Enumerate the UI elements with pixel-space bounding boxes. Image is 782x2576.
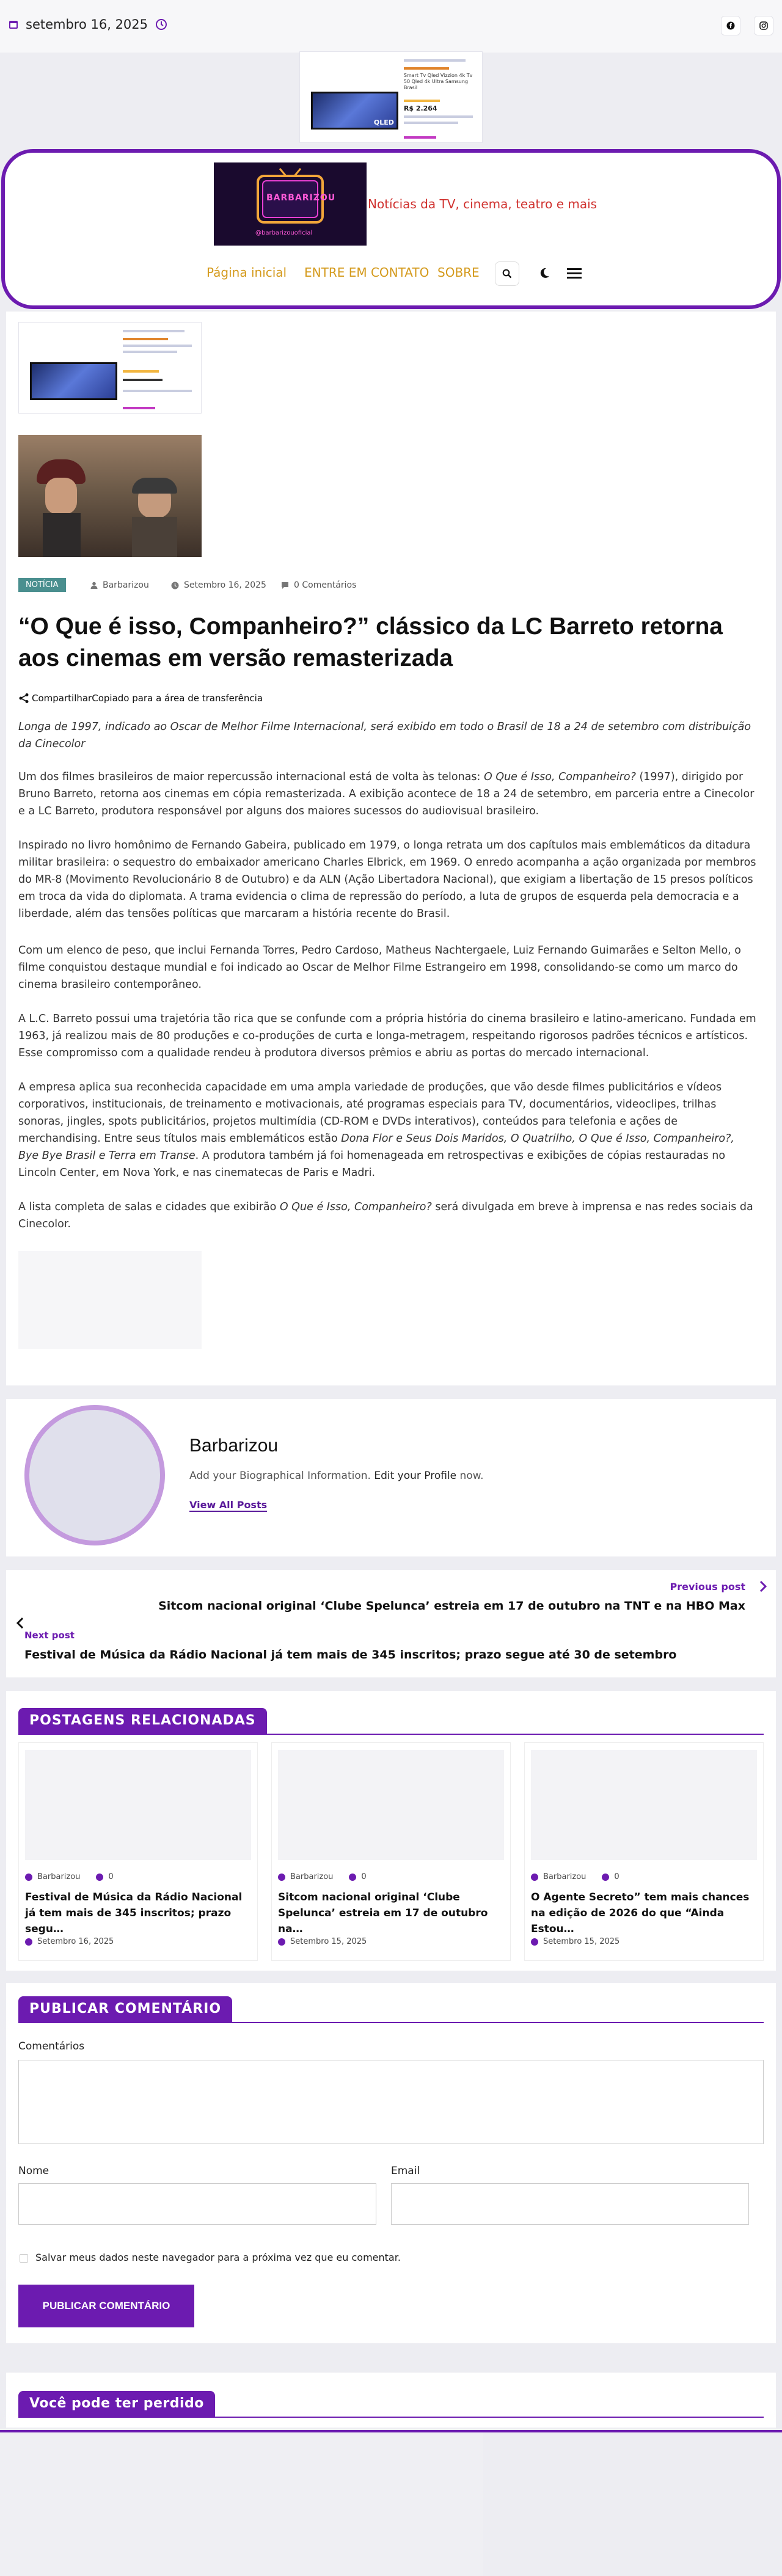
- post-author[interactable]: Barbarizou: [103, 580, 149, 590]
- related-post-author[interactable]: Barbarizou: [37, 1872, 81, 1881]
- chevron-left-icon: [16, 1617, 24, 1632]
- nav-home[interactable]: Página inicial: [206, 265, 287, 280]
- ad-title: Smart Tv Qled Vizzion 4k Tv 50 Qled 4k Ultra Samsung Brasil: [403, 73, 473, 91]
- paragraph-1: [18, 768, 758, 820]
- edit-profile-link[interactable]: Edit your Profile: [374, 1470, 457, 1482]
- related-post-date: Setembro 15, 2025: [543, 1937, 620, 1946]
- author-bio-c: now.: [456, 1470, 484, 1482]
- category-badge[interactable]: NOTÍCIA: [18, 578, 66, 592]
- related-post-comments: 0: [614, 1872, 619, 1881]
- related-post-author[interactable]: Barbarizou: [543, 1872, 586, 1881]
- paragraph-5-italic: Dona Flor e Seus Dois Maridos, O Quatrilho, O Que é Isso, Companheiro?, Bye Bye Brasil e Terra em Transe: [18, 1133, 734, 1162]
- related-post-date-row: [278, 1937, 367, 1946]
- related-post-meta: [278, 1872, 367, 1881]
- related-post-title[interactable]: Festival de Música da Rádio Nacional já tem mais de 345 inscritos; prazo segu…: [25, 1891, 243, 1935]
- site-logo[interactable]: [214, 162, 367, 246]
- moon-icon: [538, 266, 551, 280]
- comment-form-heading: PUBLICAR COMENTÁRIO: [18, 1996, 232, 2022]
- author-bio-a: Add your Biographical Information.: [189, 1470, 375, 1482]
- missed-posts-heading: Você pode ter perdido: [18, 2391, 215, 2417]
- submit-comment-button[interactable]: PUBLICAR COMENTÁRIO: [18, 2285, 194, 2327]
- paragraph-3: Com um elenco de peso, que inclui Fernanda Torres, Pedro Cardoso, Matheus Nachtergaele, Luiz Fernando Guimarães e Selton Mello, o filme conquistou destaque mundial e foi indicado ao Oscar de Melhor Filme Estrangeiro em 1998, consolidando-se como um marco do cinema brasileiro contemporâneo.: [18, 944, 742, 991]
- missed-posts-divider: [18, 2417, 764, 2418]
- ad-price: R$ 2.264: [403, 104, 437, 112]
- related-posts-divider: [18, 1734, 764, 1735]
- post-lead: [18, 718, 758, 753]
- paragraph-1-italic: O Que é Isso, Companheiro?: [483, 771, 636, 783]
- clock-icon: [25, 1938, 32, 1946]
- related-post-date: Setembro 16, 2025: [37, 1937, 114, 1946]
- paragraph-1-b: (1997), dirigido por Bruno Barreto, retorna aos cinemas em cópia remasterizada. A exibição acontece de 18 a 24 de setembro, em parceria entre a Cinecolor e a LC Barreto, produtora responsável por alguns dos maiores sucessos do audiovisual brasileiro.: [18, 771, 755, 817]
- related-post-date-row: [25, 1937, 114, 1946]
- ad-tv-brand: QLED: [373, 119, 394, 127]
- related-posts-heading: POSTAGENS RELACIONADAS: [18, 1708, 267, 1734]
- comment-icon: [281, 582, 289, 589]
- date-line: [9, 17, 167, 32]
- calendar-icon: [9, 20, 18, 29]
- paragraph-6: [18, 1199, 758, 1233]
- site-header: [1, 149, 781, 309]
- previous-post-title[interactable]: Sitcom nacional original ‘Clube Spelunca’ estreia em 17 de outubro na TNT e na HBO Max: [158, 1599, 745, 1613]
- post-author-meta: [90, 580, 149, 590]
- save-data-label: Salvar meus dados neste navegador para a próxima vez que eu comentar.: [35, 2252, 401, 2263]
- related-post-title[interactable]: O Agente Secreto” tem mais chances na edição de 2026 do que “Ainda Estou…: [531, 1891, 750, 1935]
- clock-icon: [531, 1938, 538, 1946]
- logo-handle: @barbarizouoficial: [255, 230, 313, 236]
- article-ad[interactable]: [18, 322, 202, 414]
- post-comments-meta: [281, 580, 356, 590]
- post-comments[interactable]: 0 Comentários: [294, 580, 357, 590]
- author-bio: [189, 1470, 483, 1482]
- post-date-meta: [171, 580, 266, 590]
- email-field[interactable]: [391, 2183, 749, 2225]
- top-bar: [0, 0, 782, 53]
- top-ad[interactable]: [299, 51, 483, 143]
- view-all-posts-link[interactable]: View All Posts: [189, 1499, 268, 1511]
- user-icon: [531, 1874, 538, 1881]
- paragraph-6-b: será divulgada em breve à imprensa e nas redes sociais da Cinecolor.: [18, 1201, 753, 1230]
- post-lead-text: Longa de 1997, indicado ao Oscar de Melhor Filme Internacional, será exibido em todo o Brasil de 18 a 24 de setembro com distribuição da Cinecolor: [18, 721, 751, 750]
- facebook-icon[interactable]: [721, 16, 740, 35]
- paragraph-5: [18, 1079, 758, 1181]
- avatar[interactable]: [24, 1405, 165, 1545]
- comment-icon: [96, 1874, 103, 1881]
- related-post-thumbnail[interactable]: [25, 1750, 251, 1860]
- paragraph-4: A L.C. Barreto possui uma trajetória tão rica que se confunde com a própria história do cinema brasileiro e latino-americano. Fundada em 1963, já realizou mais de 80 produções e co-produções de curta e longa-metragem, respeitando rigorosos padrões técnicos e artísticos. Esse compromisso com a qualidade rendeu à produtora diversos prêmios e abriu as portas do mercado internacional.: [18, 1013, 756, 1059]
- paragraph-5-a: A empresa aplica sua reconhecida capacidade em uma ampla variedade de produções, que vão desde filmes publicitários e vídeos corporativos, institucionais, de treinamento e motivacionais, até programas especiais para TV, documentários, videoclipes, trilhas sonoras, jingles, spots publicitários, projetos multimídia (CD-ROM e DVDs interativos), conteúdos para telefonia e ações de merchandising. Entre seus títulos mais emblemáticos estão: [18, 1081, 722, 1145]
- share-button[interactable]: [18, 693, 263, 704]
- email-label: Email: [391, 2165, 420, 2177]
- related-post-title[interactable]: Sitcom nacional original ‘Clube Spelunca’ estreia em 17 de outubro na…: [278, 1891, 488, 1935]
- save-data-checkbox[interactable]: [20, 2254, 28, 2263]
- footer-area: [0, 2432, 483, 2576]
- search-icon: [502, 269, 512, 279]
- comment-icon: [349, 1874, 356, 1881]
- clock-icon: [278, 1938, 285, 1946]
- current-date: setembro 16, 2025: [26, 17, 148, 32]
- related-post-card[interactable]: [524, 1742, 764, 1961]
- related-post-card[interactable]: [18, 1742, 258, 1961]
- comment-textarea[interactable]: [18, 2060, 764, 2144]
- share-label: CompartilharCopiado para a área de transferência: [32, 693, 263, 704]
- author-name[interactable]: Barbarizou: [189, 1436, 279, 1456]
- related-post-date: Setembro 15, 2025: [290, 1937, 367, 1946]
- clock-icon: [171, 582, 179, 589]
- comment-icon: [602, 1874, 609, 1881]
- paragraph-1-a: Um dos filmes brasileiros de maior repercussão internacional está de volta às telonas:: [18, 771, 484, 783]
- post-date: Setembro 16, 2025: [184, 580, 266, 590]
- previous-post-label[interactable]: Previous post: [670, 1581, 745, 1593]
- logo-text: BARBARIZOU: [266, 193, 336, 203]
- post-title: “O Que é isso, Companheiro?” clássico da LC Barreto retorna aos cinemas em versão remasterizada: [18, 613, 723, 671]
- site-tagline: Notícias da TV, cinema, teatro e mais: [368, 197, 597, 211]
- paragraph-2: Inspirado no livro homônimo de Fernando Gabeira, publicado em 1979, o longa retrata um dos capítulos mais emblemáticos da ditadura militar brasileira: o sequestro do embaixador americano Charles Elbrick, em 1969. O enredo acompanha a ação organizada por membros do MR-8 (Movimento Revolucionário 8 de Outubro) e da ALN (Ação Libertadora Nacional), que exigiam a libertação de 15 presos políticos em troca da vida do diplomata. A trama evidencia o clima de repressão do período, a luta de grupos de esquerda pela democracia e a liberdade, além das tensões políticas que marcaram a história recente do Brasil.: [18, 839, 756, 920]
- name-label: Nome: [18, 2165, 49, 2177]
- bottom-ad[interactable]: [18, 1251, 202, 1349]
- dark-mode-toggle[interactable]: [538, 266, 551, 282]
- menu-button[interactable]: [567, 266, 582, 282]
- paragraph-6-a: A lista completa de salas e cidades que exibirão: [18, 1201, 280, 1213]
- paragraph-6-italic: O Que é Isso, Companheiro?: [279, 1201, 432, 1213]
- search-button[interactable]: [495, 261, 519, 286]
- hamburger-icon: [567, 266, 582, 280]
- related-post-meta: [25, 1872, 114, 1881]
- nav-contact[interactable]: ENTRE EM CONTATO: [304, 265, 429, 280]
- next-post-title[interactable]: Festival de Música da Rádio Nacional já tem mais de 345 inscritos; prazo segue até 30 de setembro: [24, 1648, 677, 1662]
- user-icon: [90, 582, 98, 589]
- clock-icon: [155, 18, 167, 31]
- user-icon: [25, 1874, 32, 1881]
- comment-form-divider: [18, 2022, 764, 2023]
- comments-label: Comentários: [18, 2040, 85, 2052]
- chevron-right-icon: [759, 1580, 767, 1595]
- related-post-author[interactable]: Barbarizou: [290, 1872, 334, 1881]
- related-post-comments: 0: [361, 1872, 367, 1881]
- featured-image: [18, 435, 202, 557]
- related-post-thumbnail[interactable]: [278, 1750, 504, 1860]
- related-post-date-row: [531, 1937, 619, 1946]
- related-post-comments: 0: [108, 1872, 114, 1881]
- related-post-card[interactable]: [271, 1742, 511, 1961]
- next-post-label[interactable]: Next post: [24, 1630, 75, 1641]
- user-icon: [278, 1874, 285, 1881]
- related-post-thumbnail[interactable]: [531, 1750, 757, 1860]
- name-field[interactable]: [18, 2183, 376, 2225]
- share-icon: [18, 693, 29, 704]
- paragraph-5-b: . A produtora também já foi homenageada em retrospectivas e exibições de cópias restauradas no Lincoln Center, em Nova York, e nas cinematecas de Paris e Madri.: [18, 1150, 726, 1179]
- nav-about[interactable]: SOBRE: [437, 265, 480, 280]
- instagram-icon[interactable]: [754, 16, 773, 35]
- related-post-meta: [531, 1872, 619, 1881]
